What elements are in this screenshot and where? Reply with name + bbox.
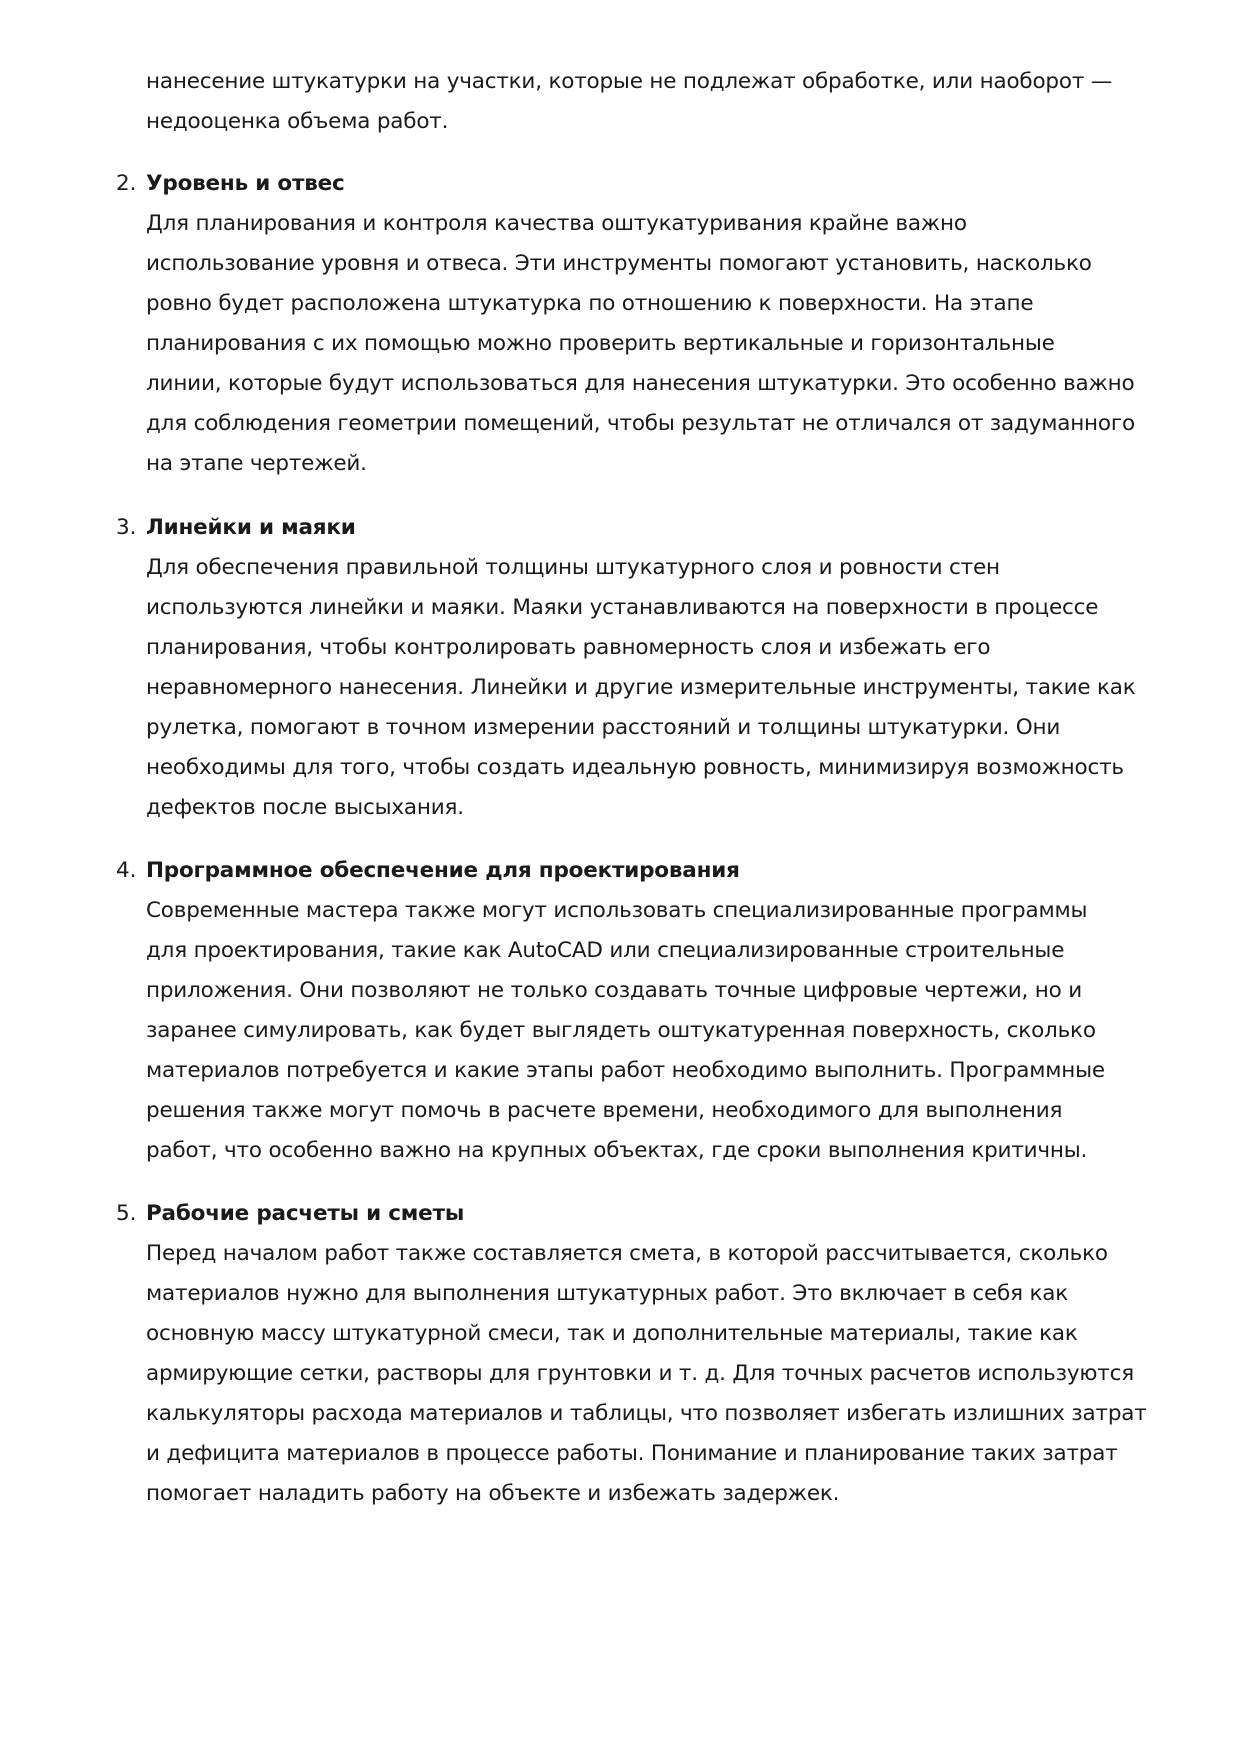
paragraph-line: планирования, чтобы контролировать равномерность слоя и избежать его: [146, 635, 991, 660]
paragraph-line: армирующие сетки, растворы для грунтовки и т. д. Для точных расчетов используются: [146, 1361, 1134, 1386]
list-item: [146, 851, 1156, 1171]
paragraph-line: работ, что особенно важно на крупных объектах, где сроки выполнения критичны.: [146, 1138, 1088, 1163]
paragraph-line: Современные мастера также могут использовать специализированные программы: [146, 898, 1088, 923]
list-item-title: Программное обеспечение для проектирования: [146, 858, 740, 883]
paragraph-line: нанесение штукатурки на участки, которые не подлежат обработке, или наоборот —: [146, 69, 1113, 94]
paragraph-line: используются линейки и маяки. Маяки устанавливаются на поверхности в процессе: [146, 595, 1099, 620]
paragraph-line: помогает наладить работу на объекте и избежать задержек.: [146, 1481, 840, 1506]
paragraph-line: и дефицита материалов в процессе работы. Понимание и планирование таких затрат: [146, 1441, 1118, 1466]
paragraph-line: на этапе чертежей.: [146, 451, 367, 476]
paragraph-line: рулетка, помогают в точном измерении расстояний и толщины штукатурки. Они: [146, 715, 1061, 740]
paragraph-line: материалов нужно для выполнения штукатурных работ. Это включает в себя как: [146, 1281, 1069, 1306]
paragraph-line: Для планирования и контроля качества оштукатуривания крайне важно: [146, 211, 967, 236]
paragraph-line: заранее симулировать, как будет выглядеть оштукатуренная поверхность, сколько: [146, 1018, 1096, 1043]
paragraph-line: планирования с их помощью можно проверить вертикальные и горизонтальные: [146, 331, 1055, 356]
paragraph-line: Для обеспечения правильной толщины штукатурного слоя и ровности стен: [146, 555, 1000, 580]
paragraph-line: материалов потребуется и какие этапы работ необходимо выполнить. Программные: [146, 1058, 1105, 1083]
paragraph-line: линии, которые будут использоваться для нанесения штукатурки. Это особенно важно: [146, 371, 1135, 396]
paragraph-line: неравномерного нанесения. Линейки и другие измерительные инструменты, такие как: [146, 675, 1136, 700]
paragraph-line: Перед началом работ также составляется смета, в которой рассчитывается, сколько: [146, 1241, 1108, 1266]
list-item-title: Уровень и отвес: [146, 171, 345, 196]
intro-paragraph: [146, 62, 1156, 142]
list-item-number: 4.: [116, 858, 137, 883]
paragraph-line: решения также могут помочь в расчете времени, необходимого для выполнения: [146, 1098, 1063, 1123]
paragraph-line: для соблюдения геометрии помещений, чтобы результат не отличался от задуманного: [146, 411, 1135, 436]
paragraph-line: использование уровня и отвеса. Эти инструменты помогают установить, насколько: [146, 251, 1092, 276]
list-item-number: 2.: [116, 171, 137, 196]
paragraph-line: приложения. Они позволяют не только создавать точные цифровые чертежи, но и: [146, 978, 1083, 1003]
list-item: [146, 508, 1156, 828]
list-item: [146, 164, 1156, 484]
paragraph-line: ровно будет расположена штукатурка по отношению к поверхности. На этапе: [146, 291, 1034, 316]
list-item-number: 3.: [116, 515, 137, 540]
list-item-title: Рабочие расчеты и сметы: [146, 1201, 465, 1226]
paragraph-line: необходимы для того, чтобы создать идеальную ровность, минимизируя возможность: [146, 755, 1124, 780]
paragraph-line: основную массу штукатурной смеси, так и дополнительные материалы, такие как: [146, 1321, 1078, 1346]
paragraph-line: калькуляторы расхода материалов и таблицы, что позволяет избегать излишних затрат: [146, 1401, 1147, 1426]
list-item: [146, 1194, 1156, 1514]
paragraph-line: недооценка объема работ.: [146, 109, 449, 134]
paragraph-line: для проектирования, такие как AutoCAD или специализированные строительные: [146, 938, 1065, 963]
list-item-number: 5.: [116, 1201, 137, 1226]
paragraph-line: дефектов после высыхания.: [146, 795, 464, 820]
list-item-title: Линейки и маяки: [146, 515, 356, 540]
